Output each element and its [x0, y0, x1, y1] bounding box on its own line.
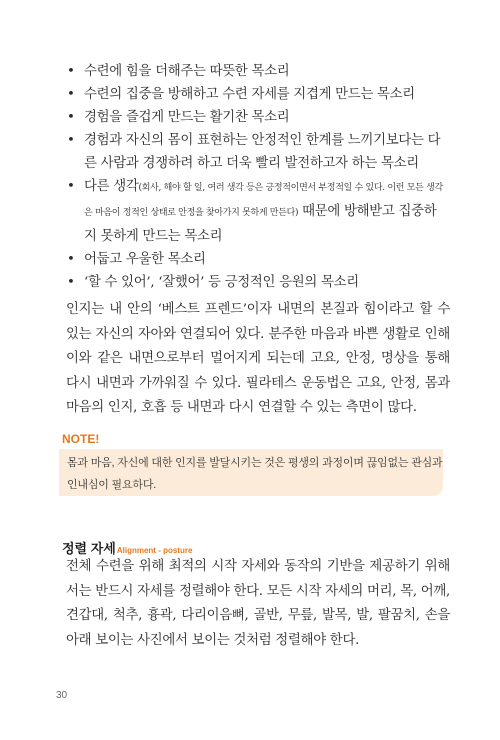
bullet-text: 어둡고 우울한 목소리	[84, 252, 206, 267]
bullet-item	[66, 175, 446, 248]
bullet-text: ‘할 수 있어’, ‘잘했어’ 등 긍정적인 응원의 목소리	[84, 275, 359, 290]
bullet-text: 수련의 집중을 방해하고 수련 자세를 지겹게 만드는 목소리	[84, 87, 415, 102]
bullet-item	[66, 83, 446, 106]
section-paragraph: 전체 수련을 위해 최적의 시작 자세와 동작의 기반을 제공하기 위해서는 반드시 자세를 정렬해야 한다. 모든 시작 자세의 머리, 목, 어깨, 견갑대, 척추, 흉곽, 다리이음뼈, 골반, 무릎, 발목, 발, 팔꿈치, 손을 아래 보이는 사진에서 보이는 것처럼 정렬해야 한다.	[66, 559, 450, 648]
bullet-item	[66, 248, 446, 271]
section-title-english: Alignment - posture	[116, 546, 193, 555]
bullet-text: 수련에 힘을 더해주는 따뜻한 목소리	[84, 64, 290, 79]
note-box	[59, 449, 443, 496]
bullet-item	[66, 60, 446, 83]
bullet-text-tail: 때문에 방해받고 집중하지 못하게 만드는 목소리	[84, 204, 437, 244]
section-title: 정렬 자세	[62, 541, 116, 556]
page-number: 30	[56, 690, 68, 701]
bullet-list	[66, 60, 446, 294]
bullet-item	[66, 271, 446, 294]
note-label: NOTE!	[62, 432, 100, 446]
bullet-item	[66, 106, 446, 129]
bullet-item	[66, 129, 446, 175]
bullet-text-lead: 다른 생각	[84, 179, 139, 194]
bullet-text: 경험을 즐겁게 만드는 활기찬 목소리	[84, 110, 290, 125]
bullet-text: 경험과 자신의 몸이 표현하는 안정적인 한계를 느끼기보다는 다른 사람과 경쟁하려 하고 더욱 빨리 발전하고자 하는 목소리	[84, 133, 441, 171]
body-paragraph: 인지는 내 안의 ‘베스트 프렌드’이자 내면의 본질과 힘이라고 할 수 있는 자신의 자아와 연결되어 있다. 분주한 마음과 바쁜 생활로 인해 이와 같은 내면으로부터 멀어지게 되는데 고요, 안정, 명상을 통해 다시 내면과 가까워질 수 있다. 필라테스 운동법은 고요, 안정, 몸과 마음의 인지, 호흡 등 내면과 다시 연결할 수 있는 측면이 많다.	[66, 302, 450, 415]
bullet-parenthetical: (회사, 해야 할 일, 여러 생각 등은 긍정적이면서 부정적일 수 있다. 이런 모든 생각은 마음이 정적인 상태로 안정을 찾아가지 못하게 만든다)	[84, 183, 443, 218]
note-text: 몸과 마음, 자신에 대한 인지를 발달시키는 것은 평생의 과정이며 끊임없는 관심과 인내심이 필요하다.	[67, 457, 443, 491]
